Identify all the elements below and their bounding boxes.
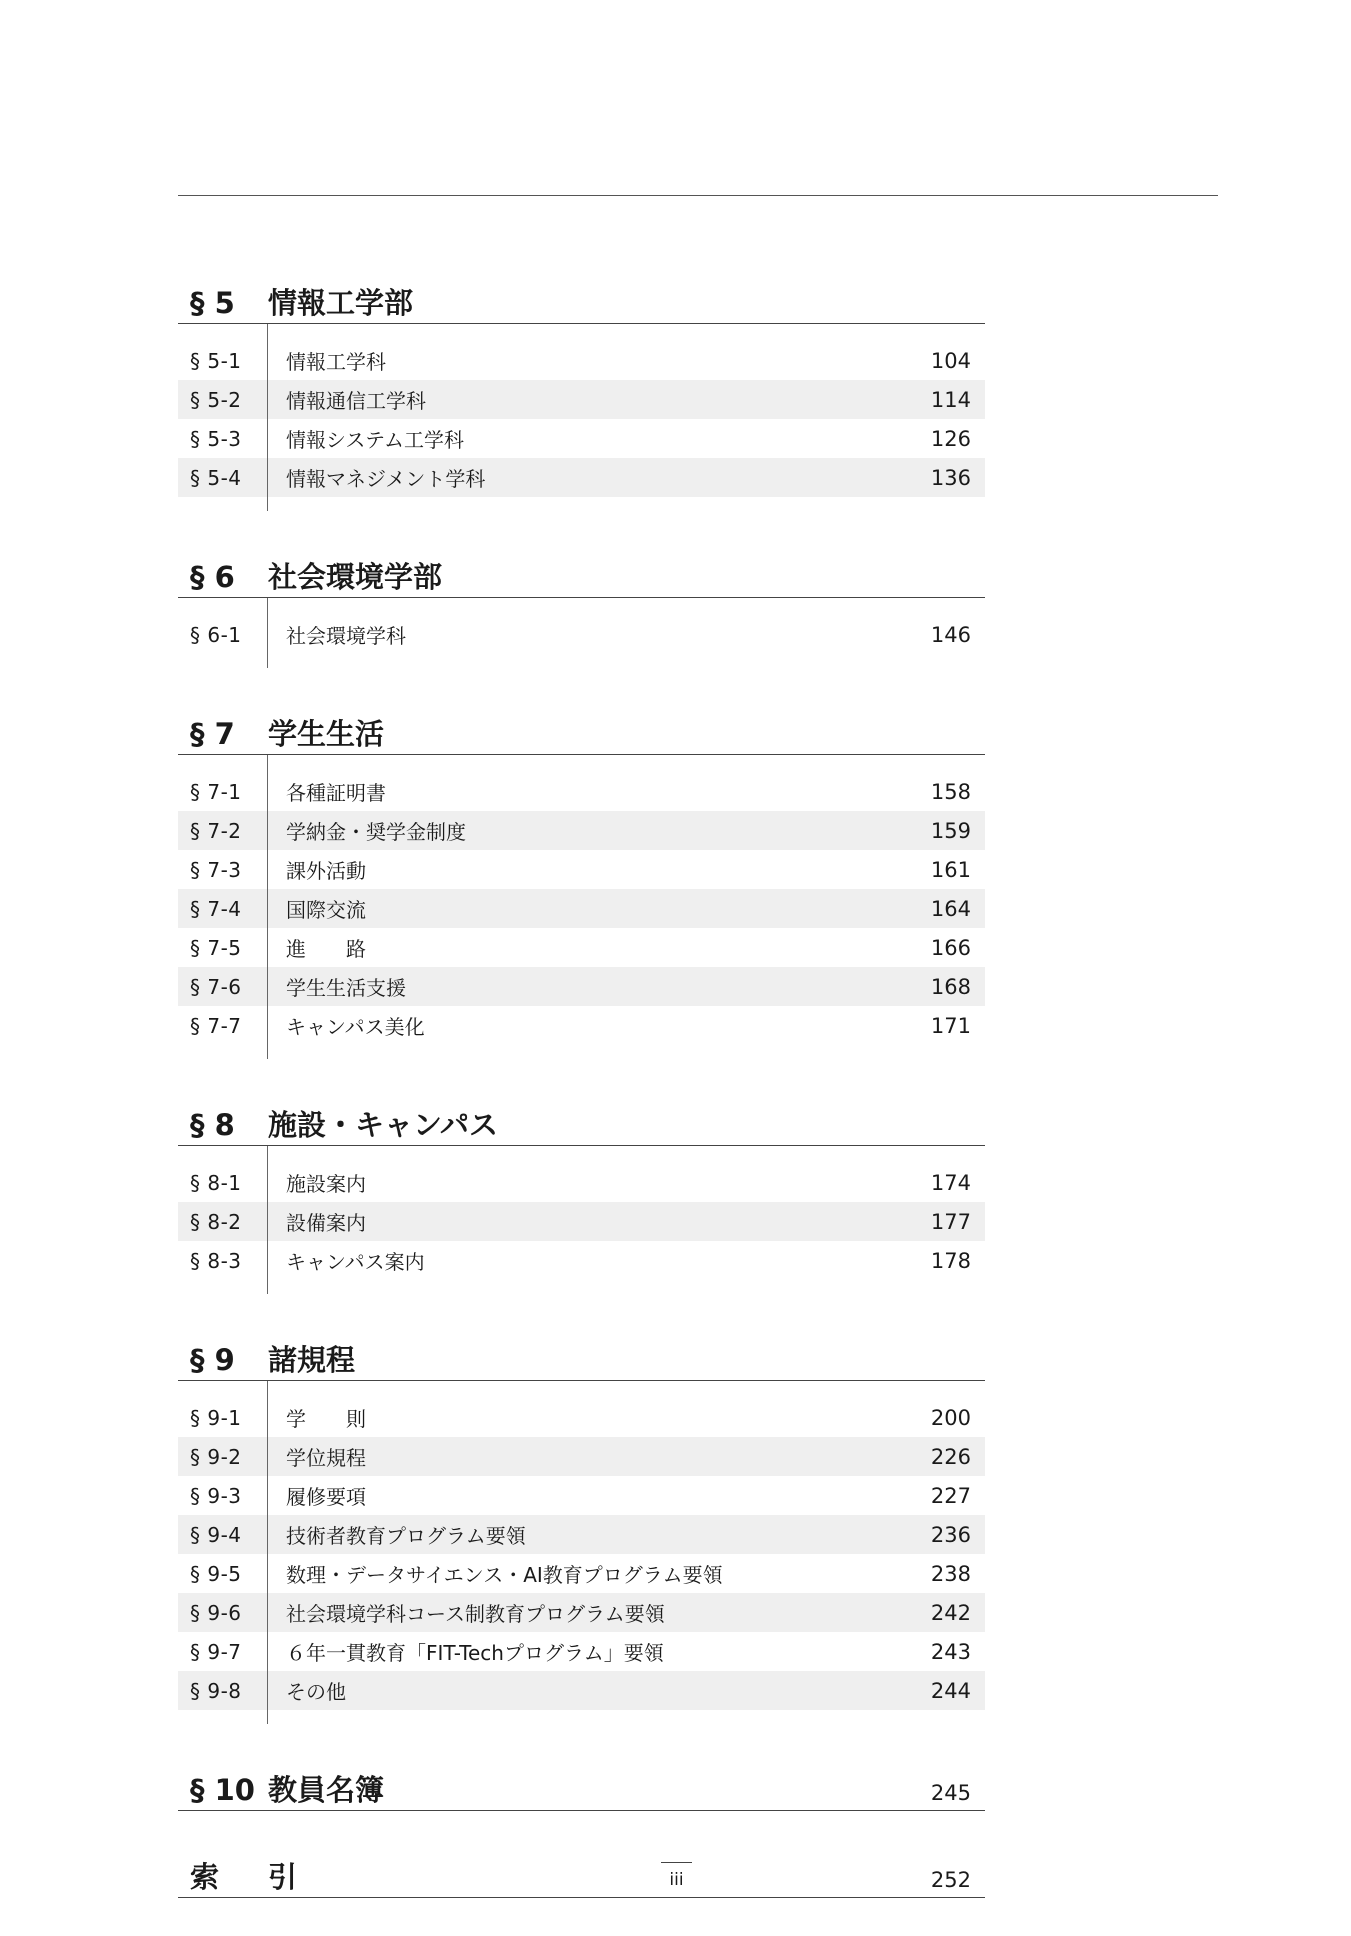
toc-section [178, 1332, 985, 1724]
entry-page: 136 [930, 465, 971, 490]
entry-page: 244 [930, 1678, 971, 1703]
entry-page: 174 [930, 1170, 971, 1195]
entry-title: 履修要項 [286, 1485, 366, 1509]
entry-page: 159 [930, 818, 971, 843]
entry-page: 104 [930, 348, 971, 373]
entry-title: 数理・データサイエンス・AI教育プログラム要領 [286, 1563, 723, 1587]
section-number: § 5 [190, 286, 235, 320]
section-heading[interactable] [178, 1332, 985, 1381]
entry-number: § 6-1 [190, 622, 242, 647]
toc-section [178, 275, 985, 511]
toc-entry[interactable] [178, 1163, 985, 1202]
entry-number: § 5-4 [190, 465, 242, 490]
entry-page: 168 [930, 974, 971, 999]
entry-title: 社会環境学科 [286, 624, 406, 648]
entry-title: 進 路 [286, 937, 366, 961]
entry-title: 情報マネジメント学科 [286, 467, 486, 491]
entry-title: 課外活動 [286, 859, 366, 883]
entry-page: 177 [930, 1209, 971, 1234]
section-number: § 8 [190, 1108, 235, 1142]
entry-title: ６年一貫教育「FIT-Techプログラム」要領 [286, 1641, 664, 1665]
entry-number: § 9-3 [190, 1483, 242, 1508]
entry-title: 情報システム工学科 [286, 428, 464, 452]
entry-number: § 7-2 [190, 818, 242, 843]
toc-entry[interactable] [178, 967, 985, 1006]
entry-title: 施設案内 [286, 1172, 366, 1196]
toc-entry[interactable] [178, 419, 985, 458]
toc-section [178, 1762, 985, 1811]
entry-number: § 9-5 [190, 1561, 242, 1586]
section-heading[interactable] [178, 275, 985, 324]
entry-title: 技術者教育プログラム要領 [286, 1524, 526, 1548]
toc-entry[interactable] [178, 1437, 985, 1476]
section-number: § 7 [190, 717, 235, 751]
entry-title: キャンパス案内 [286, 1250, 425, 1274]
section-title: 学生生活 [268, 717, 385, 751]
page-number: iii [669, 1870, 684, 1890]
toc-entry[interactable] [178, 380, 985, 419]
entry-title: 学位規程 [286, 1446, 366, 1470]
toc-section [178, 1097, 985, 1294]
entry-page: 146 [930, 622, 971, 647]
entry-page: 164 [930, 896, 971, 921]
section-number: § 9 [190, 1343, 235, 1377]
entry-page: 178 [930, 1248, 971, 1273]
entry-title: 各種証明書 [286, 781, 386, 805]
toc-entry[interactable] [178, 1593, 985, 1632]
section-heading[interactable] [178, 706, 985, 755]
section-entries [178, 324, 985, 511]
entry-number: § 8-3 [190, 1248, 242, 1273]
section-number: § 10 [190, 1773, 255, 1807]
section-page: 245 [930, 1781, 971, 1805]
entry-number: § 7-1 [190, 779, 242, 804]
entry-title: キャンパス美化 [286, 1015, 425, 1039]
entry-number: § 9-2 [190, 1444, 242, 1469]
entry-title: 国際交流 [286, 898, 366, 922]
entry-page: 166 [930, 935, 971, 960]
entry-number: § 9-7 [190, 1639, 242, 1664]
toc-entry[interactable] [178, 1398, 985, 1437]
entry-title: 学納金・奨学金制度 [286, 820, 466, 844]
top-rule [178, 195, 1218, 196]
entry-number: § 9-6 [190, 1600, 242, 1625]
toc-entry[interactable] [178, 1515, 985, 1554]
section-entries [178, 598, 985, 668]
section-title: 施設・キャンパス [268, 1108, 498, 1142]
entry-page: 126 [930, 426, 971, 451]
toc-entry[interactable] [178, 458, 985, 497]
toc-entry[interactable] [178, 850, 985, 889]
entry-number: § 9-8 [190, 1678, 242, 1703]
entry-page: 226 [930, 1444, 971, 1469]
section-entries [178, 1146, 985, 1294]
entry-page: 227 [930, 1483, 971, 1508]
section-heading[interactable] [178, 549, 985, 598]
toc-entry[interactable] [178, 928, 985, 967]
toc-section [178, 549, 985, 668]
entry-number: § 9-1 [190, 1405, 242, 1430]
entry-title: その他 [286, 1680, 346, 1704]
toc-entry[interactable] [178, 1554, 985, 1593]
entry-number: § 7-5 [190, 935, 242, 960]
entry-title: 情報通信工学科 [286, 389, 426, 413]
entry-page: 161 [930, 857, 971, 882]
footer-rule [661, 1862, 692, 1863]
toc-entry[interactable] [178, 1006, 985, 1045]
entry-title: 情報工学科 [286, 350, 386, 374]
entry-number: § 7-4 [190, 896, 242, 921]
toc-section [178, 1849, 985, 1898]
section-title: 諸規程 [268, 1343, 356, 1377]
entry-page: 114 [930, 387, 971, 412]
entry-page: 236 [930, 1522, 971, 1547]
section-page: 252 [930, 1868, 971, 1892]
toc-entry[interactable] [178, 1202, 985, 1241]
entry-title: 学生生活支援 [286, 976, 406, 1000]
entry-number: § 5-3 [190, 426, 242, 451]
section-title: 教員名簿 [268, 1773, 385, 1807]
toc-entry[interactable] [178, 1671, 985, 1710]
entry-number: § 5-2 [190, 387, 242, 412]
toc-entry[interactable] [178, 811, 985, 850]
entry-page: 238 [930, 1561, 971, 1586]
toc-section [178, 706, 985, 1059]
entry-title: 設備案内 [286, 1211, 366, 1235]
toc-entry[interactable] [178, 341, 985, 380]
section-entries [178, 755, 985, 1059]
entry-number: § 9-4 [190, 1522, 242, 1547]
entry-number: § 8-2 [190, 1209, 242, 1234]
section-heading[interactable] [178, 1097, 985, 1146]
toc-entry[interactable] [178, 615, 985, 654]
entry-title: 社会環境学科コース制教育プログラム要領 [286, 1602, 665, 1626]
entry-page: 158 [930, 779, 971, 804]
entry-number: § 7-3 [190, 857, 242, 882]
entry-page: 243 [930, 1639, 971, 1664]
toc-entry[interactable] [178, 1476, 985, 1515]
toc-entry[interactable] [178, 772, 985, 811]
section-title: 引 [268, 1860, 298, 1894]
entry-number: § 5-1 [190, 348, 242, 373]
toc-entry[interactable] [178, 889, 985, 928]
entry-number: § 8-1 [190, 1170, 242, 1195]
section-entries [178, 1381, 985, 1724]
entry-number: § 7-7 [190, 1013, 242, 1038]
table-of-contents [178, 275, 985, 1936]
section-title: 情報工学部 [268, 286, 414, 320]
toc-entry[interactable] [178, 1632, 985, 1671]
section-number: § 6 [190, 560, 235, 594]
section-heading[interactable] [178, 1762, 985, 1811]
entry-title: 学 則 [286, 1407, 366, 1431]
entry-page: 200 [930, 1405, 971, 1430]
entry-page: 242 [930, 1600, 971, 1625]
section-number: 索 [190, 1860, 220, 1894]
section-heading[interactable] [178, 1849, 985, 1898]
entry-number: § 7-6 [190, 974, 242, 999]
section-title: 社会環境学部 [268, 560, 443, 594]
entry-page: 171 [930, 1013, 971, 1038]
toc-entry[interactable] [178, 1241, 985, 1280]
